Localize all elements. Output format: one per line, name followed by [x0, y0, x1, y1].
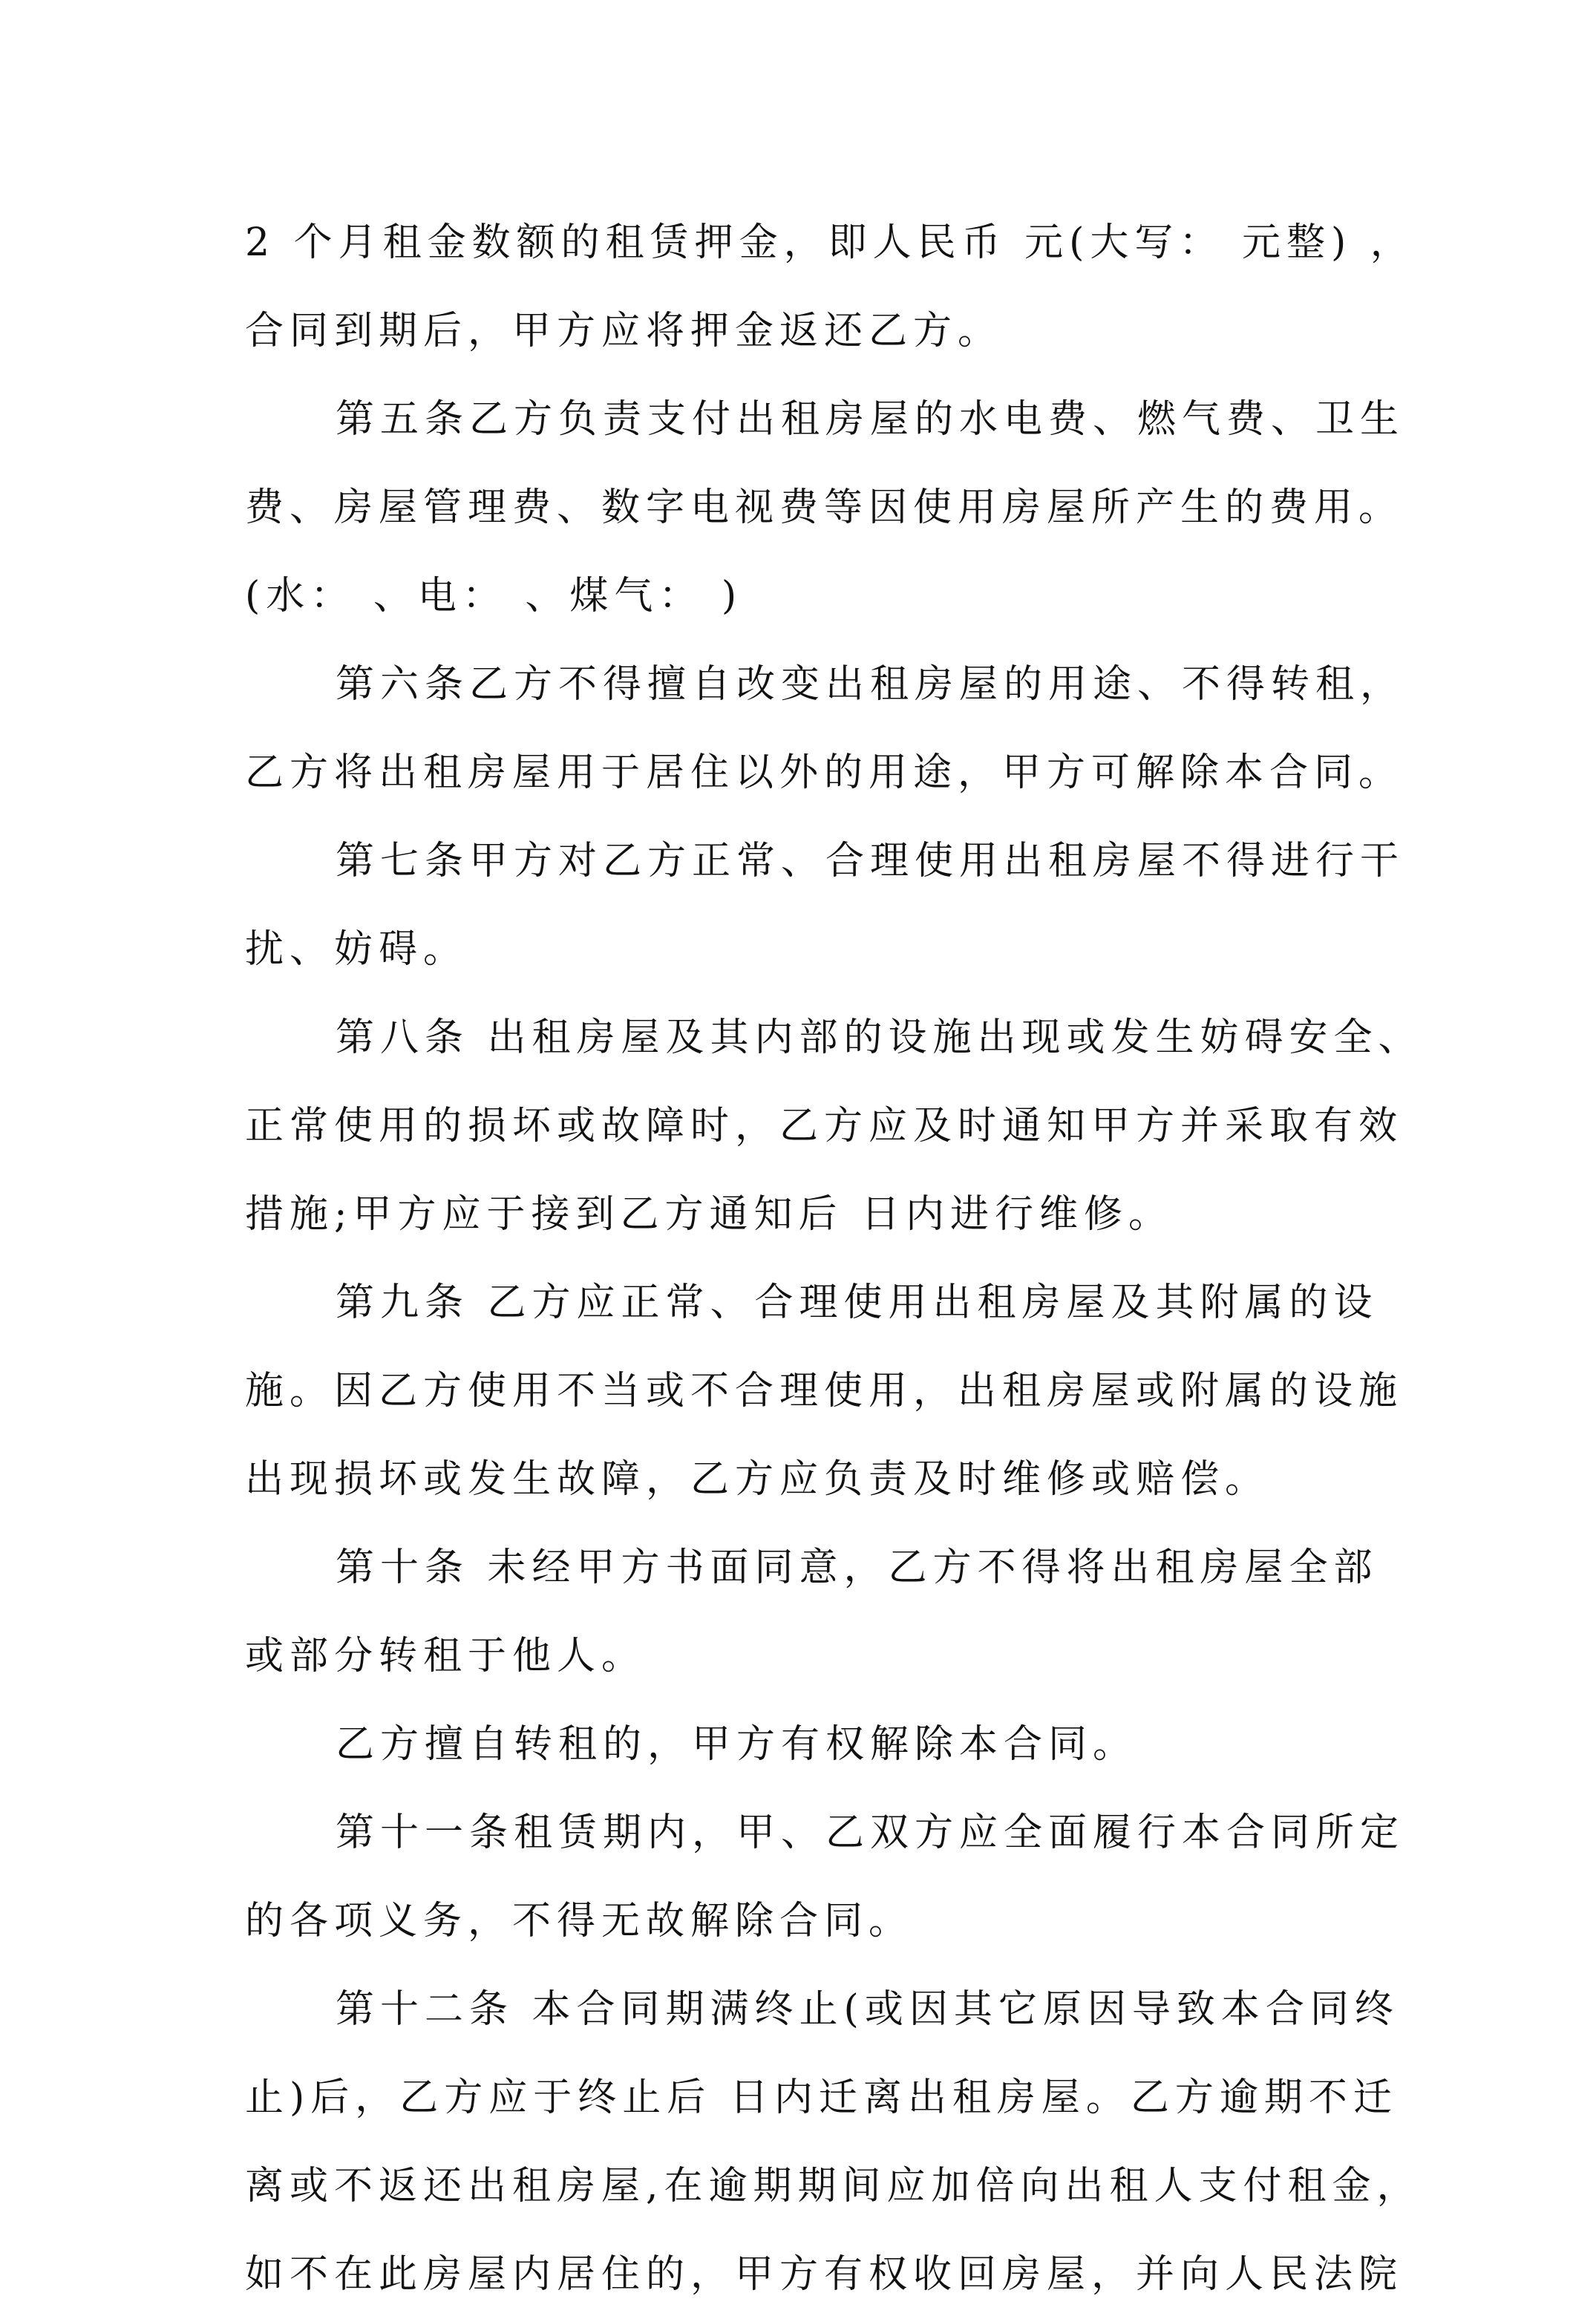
- text-line: 第十一条租赁期内，甲、乙双方应全面履行本合同所定: [336, 1811, 1405, 1855]
- text-line: 如不在此房屋内居住的，甲方有权收回房屋，并向人民法院: [245, 2252, 1404, 2297]
- contract-body: [245, 199, 1423, 2319]
- text-line: 第十二条 本合同期满终止(或因其它原因导致本合同终: [336, 1987, 1399, 2032]
- text-line: 施。因乙方使用不当或不合理使用，出租房屋或附属的设施: [245, 1369, 1404, 1413]
- text-line: 第八条 出租房屋及其内部的设施出现或发生妨碍安全、: [336, 1015, 1423, 1060]
- text-line: 费、房屋管理费、数字电视费等因使用房屋所产生的费用。: [245, 485, 1404, 530]
- text-line: 或部分转租于他人。: [245, 1634, 647, 1678]
- text-line: 乙方擅自转租的，甲方有权解除本合同。: [336, 1722, 1138, 1767]
- text-line: 第六条乙方不得擅自改变出租房屋的用途、不得转租，: [336, 662, 1405, 707]
- text-line: 离或不返还出租房屋,在逾期期间应加倍向出租人支付租金，: [245, 2164, 1422, 2208]
- text-line: 第五条乙方负责支付出租房屋的水电费、燃气费、卫生: [336, 397, 1405, 442]
- text-line: 第十条 未经甲方书面同意，乙方不得将出租房屋全部: [336, 1546, 1378, 1590]
- text-line: 正常使用的损坏或故障时，乙方应及时通知甲方并采取有效: [245, 1104, 1404, 1148]
- text-line: 止)后，乙方应于终止后 日内迁离出租房屋。乙方逾期不迁: [245, 2076, 1398, 2120]
- text-line: 乙方将出租房屋用于居住以外的用途，甲方可解除本合同。: [245, 750, 1404, 795]
- text-line: 第九条 乙方应正常、合理使用出租房屋及其附属的设: [336, 1280, 1378, 1325]
- text-line: 第七条甲方对乙方正常、合理使用出租房屋不得进行干: [336, 839, 1405, 883]
- text-line: (水： 、电： 、煤气： ): [245, 574, 743, 618]
- text-line: 出现损坏或发生故障，乙方应负责及时维修或赔偿。: [245, 1457, 1270, 1502]
- text-line: 的各项义务，不得无故解除合同。: [245, 1899, 914, 1943]
- text-line: 合同到期后，甲方应将押金返还乙方。: [245, 309, 1003, 353]
- text-line: 2 个月租金数额的租赁押金，即人民币 元(大写： 元整) ，: [245, 220, 1415, 265]
- text-line: 扰、妨碍。: [245, 927, 468, 972]
- text-line: 措施;甲方应于接到乙方通知后 日内进行维修。: [245, 1192, 1174, 1237]
